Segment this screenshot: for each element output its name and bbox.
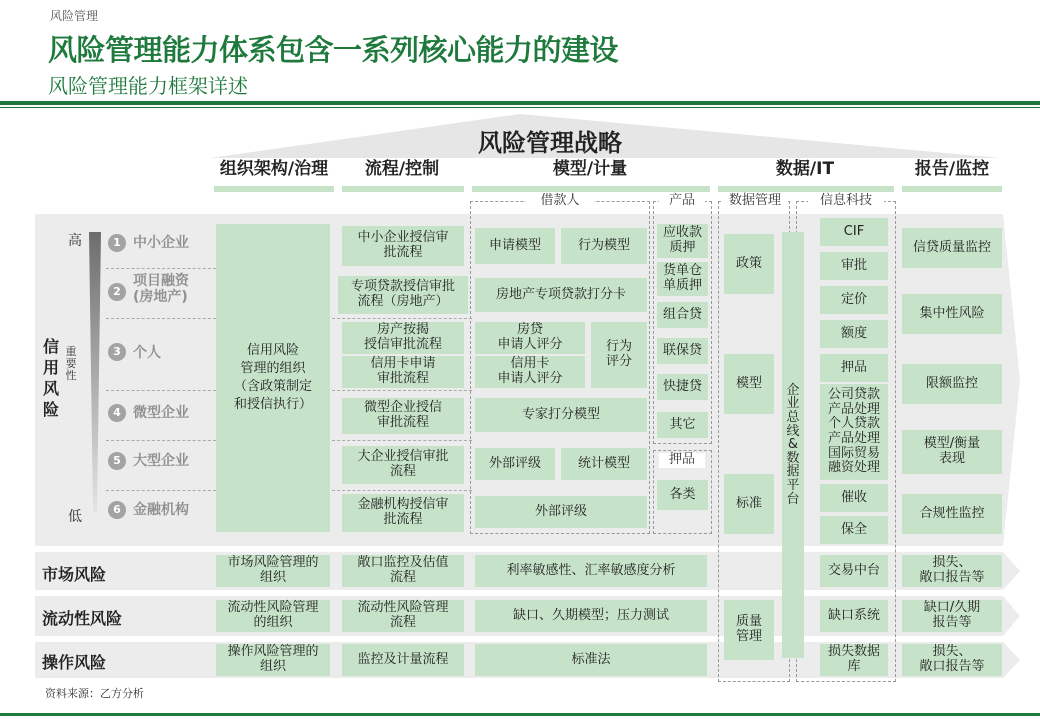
report-cell: 缺口/久期 报告等	[902, 600, 1002, 632]
importance-low: 低	[68, 508, 82, 525]
data-mgmt-cell: 标准	[724, 474, 774, 534]
segment-divider	[332, 490, 472, 491]
report-cell: 模型/衡量 表现	[902, 430, 1002, 474]
report-cell: 集中性风险	[902, 294, 1002, 334]
col-bar-model	[472, 186, 710, 192]
col-header-report: 报告/监控	[914, 159, 990, 179]
data-mgmt-cell: 政策	[724, 234, 774, 294]
source-note: 资料来源：乙方分析	[45, 687, 144, 700]
segment-label: 项目融资 (房地产)	[133, 273, 189, 306]
process-cell-fin: 金融机构授信审 批流程	[342, 494, 464, 532]
process-cell-market: 敞口监控及估值 流程	[342, 555, 464, 587]
process-cell-card: 信用卡申请 审批流程	[342, 356, 464, 388]
col-bar-data	[718, 186, 894, 192]
segment-divider	[106, 440, 216, 441]
product-cell: 其它	[657, 412, 708, 438]
data-mgmt-cell: 质量 管理	[724, 600, 774, 660]
row-label-market: 市场风险	[42, 565, 107, 584]
page-subtitle: 风险管理能力框架详述	[48, 74, 248, 98]
col-bar-org	[214, 186, 334, 192]
breadcrumb: 风险管理	[50, 9, 99, 23]
model-cell-application: 申请模型	[475, 228, 555, 264]
segment-number: 4	[108, 404, 126, 422]
report-cell: 限额监控	[902, 364, 1002, 404]
process-cell-micro: 微型企业授信 审批流程	[342, 398, 464, 434]
segment-divider	[106, 318, 216, 319]
model-cell-expert: 专家打分模型	[475, 398, 647, 432]
it-cell: 额度	[820, 320, 888, 348]
segment-label: 大型企业	[133, 453, 189, 469]
col-header-data: 数据/IT	[775, 159, 835, 179]
segment-divider	[332, 440, 472, 441]
strategy-title: 风险管理战略	[478, 129, 622, 157]
report-cell: 合规性监控	[902, 494, 1002, 534]
segment-divider	[106, 390, 216, 391]
segment-label: 中小企业	[133, 235, 189, 251]
report-cell: 损失、 敞口报告等	[902, 555, 1002, 587]
it-cell: 缺口系统	[820, 600, 888, 632]
segment-label: 金融机构	[133, 502, 189, 518]
sub-header-borrower: 借款人	[526, 194, 594, 209]
it-cell: CIF	[820, 218, 888, 246]
footer-rule	[0, 713, 1040, 716]
col-bar-process	[342, 186, 464, 192]
sub-header-info-tech: 信息科技	[808, 194, 884, 209]
process-cell-property: 专项贷款授信审批 流程（房地产）	[338, 276, 468, 314]
model-cell-behavior-score: 行为 评分	[591, 322, 647, 388]
importance-high: 高	[68, 232, 82, 249]
col-header-process: 流程/控制	[364, 159, 440, 179]
org-cell-operational: 操作风险管理的 组织	[216, 644, 330, 676]
sub-header-product: 产品	[659, 194, 705, 209]
report-cell: 信贷质量监控	[902, 228, 1002, 268]
data-mgmt-cell: 模型	[724, 354, 774, 414]
page-title: 风险管理能力体系包含一系列核心能力的建设	[48, 33, 619, 67]
product-cell: 联保贷	[657, 338, 708, 364]
it-cell: 损失数据 库	[820, 644, 888, 676]
row-label-operational: 操作风险	[42, 653, 107, 672]
process-cell-liquidity: 流动性风险管理 流程	[342, 600, 464, 632]
segment-divider	[332, 318, 472, 319]
report-cell: 损失、 敞口报告等	[902, 644, 1002, 676]
segment-divider	[106, 268, 216, 269]
segment-number: 6	[108, 501, 126, 519]
collateral-cell: 各类	[657, 480, 708, 510]
model-cell-card-score: 信用卡 申请人评分	[475, 356, 585, 388]
product-cell: 货单仓 单质押	[657, 262, 708, 296]
model-cell-ext-rating: 外部评级	[475, 448, 555, 480]
process-cell-large: 大企业授信审批 流程	[342, 446, 464, 484]
segment-number: 1	[108, 234, 126, 252]
product-cell: 应收款 质押	[657, 224, 708, 258]
segment-number: 5	[108, 452, 126, 470]
importance-label: 重要性	[65, 345, 77, 382]
it-cell: 审批	[820, 252, 888, 280]
product-cell: 组合贷	[657, 302, 708, 328]
sub-header-collateral: 押品	[659, 453, 705, 468]
it-cell: 公司贷款 产品处理 个人贷款 产品处理 国际贸易 融资处理	[820, 384, 888, 480]
process-cell-sme: 中小企业授信审 批流程	[342, 226, 464, 266]
model-cell-market: 利率敏感性、汇率敏感度分析	[475, 555, 707, 587]
segment-label: 微型企业	[133, 405, 189, 421]
sub-header-data-mgmt: 数据管理	[722, 194, 788, 209]
segment-number: 3	[108, 343, 126, 361]
process-cell-mortgage: 房产按揭 授信审批流程	[342, 322, 464, 354]
col-header-model: 模型/计量	[552, 159, 628, 179]
model-cell-fin-rating: 外部评级	[475, 496, 647, 528]
model-cell-behavior: 行为模型	[561, 228, 647, 264]
model-cell-property-score: 房地产专项贷款打分卡	[475, 278, 647, 312]
model-cell-stat-model: 统计模型	[561, 448, 647, 480]
it-cell: 押品	[820, 354, 888, 382]
it-cell: 交易中台	[820, 555, 888, 587]
segment-number: 2	[108, 283, 126, 301]
segment-divider	[332, 390, 472, 391]
col-bar-report	[902, 186, 1002, 192]
it-cell: 定价	[820, 286, 888, 314]
org-cell-market: 市场风险管理的 组织	[216, 555, 330, 587]
esb-platform: 企 业 总 线 & 数 据 平 台	[782, 232, 804, 658]
product-cell: 快捷贷	[657, 374, 708, 400]
segment-label: 个人	[133, 345, 161, 361]
segment-divider	[106, 490, 216, 491]
it-cell: 催收	[820, 484, 888, 512]
row-label-credit: 信用风险	[42, 337, 59, 419]
row-label-liquidity: 流动性风险	[42, 609, 123, 628]
process-cell-operational: 监控及计量流程	[342, 644, 464, 676]
org-cell-credit: 信用风险 管理的组织 （含政策制定 和授信执行）	[216, 224, 330, 532]
org-cell-liquidity: 流动性风险管理 的组织	[216, 600, 330, 632]
it-cell: 保全	[820, 516, 888, 544]
model-cell-operational: 标准法	[475, 644, 707, 676]
model-cell-mortgage-score: 房贷 申请人评分	[475, 322, 585, 354]
col-header-org: 组织架构/治理	[219, 159, 329, 179]
model-cell-liquidity: 缺口、久期模型；压力测试	[475, 600, 707, 632]
